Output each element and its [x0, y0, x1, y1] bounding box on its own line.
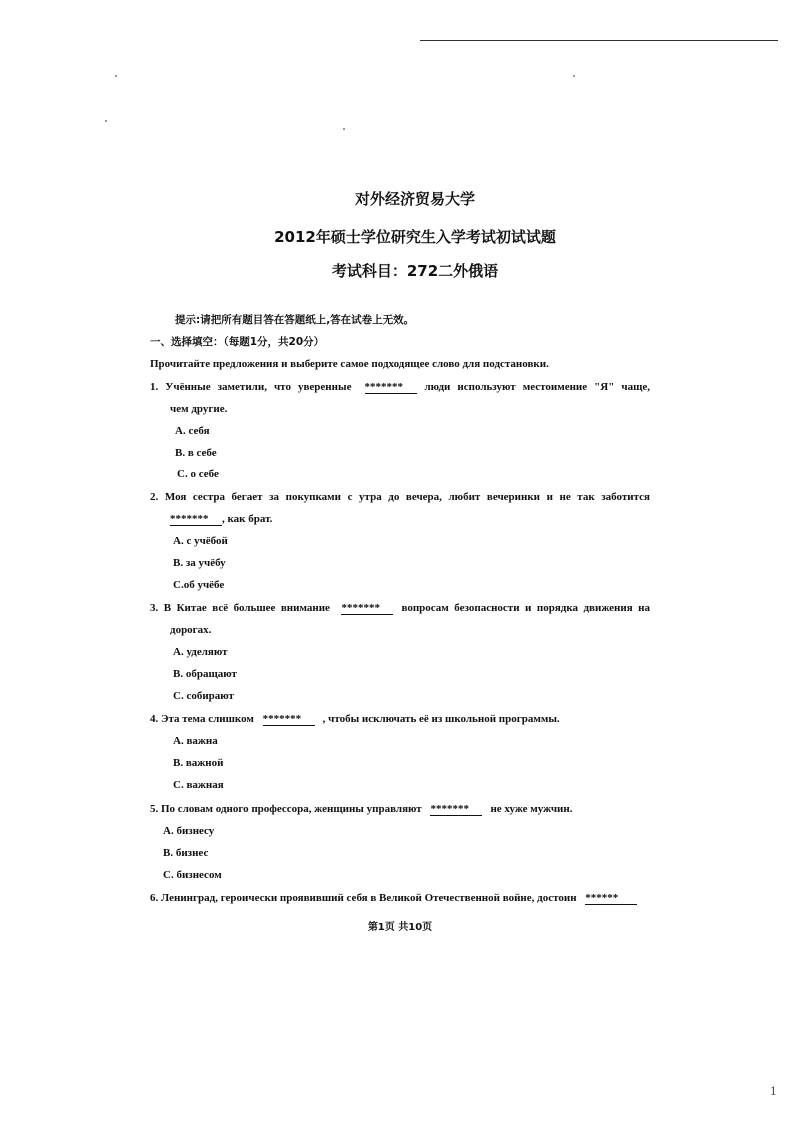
question-5 [150, 802, 573, 816]
answer-blank: ******* [263, 714, 315, 726]
section-heading: 一、选择填空：（每题1分，共20分） [150, 336, 325, 348]
answer-option: B. за учёбу [173, 557, 226, 569]
answer-option: B. обращают [173, 668, 237, 680]
question-text: люди используют местоимение "Я" чаще, [424, 381, 650, 393]
question-text: 5. По словам одного профессора, женщины управляют [150, 803, 422, 815]
question-2-continuation [170, 512, 272, 526]
answer-option: C. собирают [173, 690, 234, 702]
answer-blank: ******* [341, 603, 393, 615]
scan-speck [105, 120, 107, 122]
question-text: 3. В Китае всё большее внимание [150, 602, 330, 614]
question-1 [150, 380, 650, 394]
answer-blank: ******* [365, 382, 417, 394]
answer-blank: ******* [430, 804, 482, 816]
answer-option: B. бизнес [163, 847, 209, 859]
answer-option: B. важной [173, 757, 224, 769]
question-2 [150, 490, 650, 504]
question-continuation: чем другие. [170, 403, 228, 415]
scan-speck [115, 75, 117, 77]
answer-option: A. важна [173, 735, 218, 747]
page-number: 1 [770, 1083, 777, 1098]
question-text: , как брат. [222, 513, 273, 525]
exam-subject: 考试科目：272二外俄语 [331, 262, 499, 280]
question-text: вопросам безопасности и порядка движения на [401, 602, 651, 614]
exam-hint: 提示:请把所有题目答在答题纸上,答在试卷上无效。 [175, 314, 415, 326]
scan-speck [573, 75, 575, 77]
scan-top-rule [420, 40, 778, 41]
answer-blank: ****** [585, 893, 637, 905]
scan-speck [343, 128, 345, 130]
question-3 [150, 601, 650, 615]
question-text: , чтобы исключать её из школьной программы. [322, 713, 560, 725]
university-title: 对外经济贸易大学 [354, 190, 475, 208]
section-instruction: Прочитайте предложения и выберите самое подходящее слово для подстановки. [150, 358, 549, 370]
question-text: 1. Учённые заметили, что уверенные [150, 381, 352, 393]
answer-option: C. о себе [177, 468, 219, 480]
answer-option: A. уделяют [173, 646, 228, 658]
answer-option: C. важная [173, 779, 224, 791]
question-text: 6. Ленинград, героически проявивший себя в Великой Отечественной войне, достоин [150, 892, 577, 904]
answer-option: C.об учёбе [173, 579, 225, 591]
answer-option: A. бизнесу [163, 825, 215, 837]
question-text: 4. Эта тема слишком [150, 713, 254, 725]
answer-option: B. в себе [175, 447, 217, 459]
answer-option: A. с учёбой [173, 535, 228, 547]
question-continuation: дорогах. [170, 624, 212, 636]
answer-blank: ******* [170, 514, 222, 526]
answer-option: A. себя [175, 425, 210, 437]
exam-title: 2012年硕士学位研究生入学考试初试试题 [274, 228, 556, 246]
question-text: 2. Моя сестра бегает за покупками с утра до вечера, любит вечеринки и не так заботится [150, 491, 650, 503]
question-6 [150, 891, 645, 905]
question-text: не хуже мужчин. [490, 803, 573, 815]
question-4 [150, 712, 560, 726]
answer-option: C. бизнесом [163, 869, 222, 881]
page-footer: 第1页 共10页 [367, 922, 433, 933]
